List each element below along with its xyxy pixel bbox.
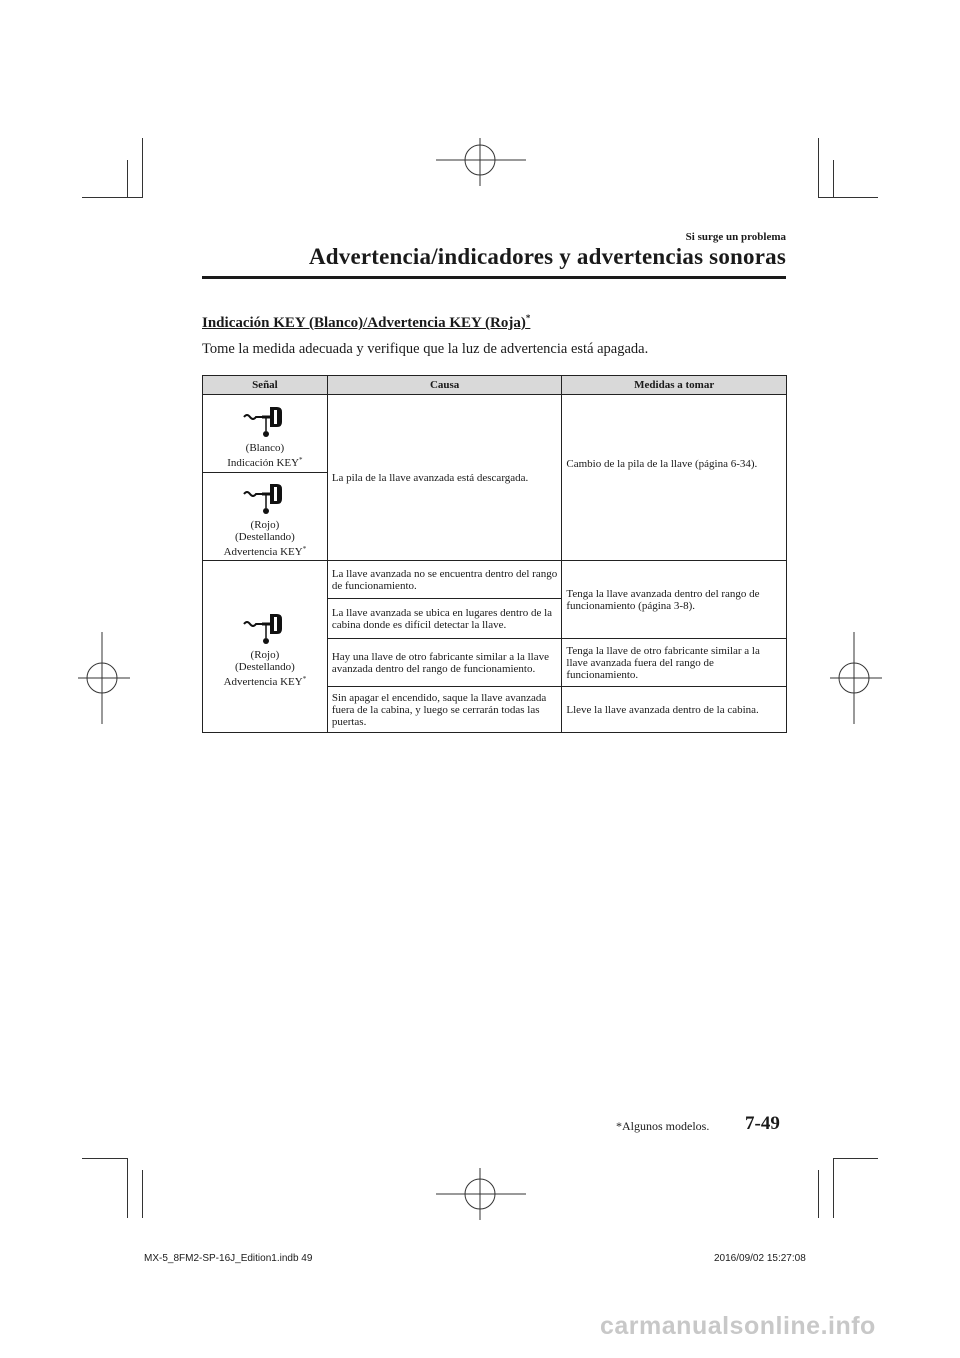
table-header-row bbox=[203, 376, 787, 395]
warning-table bbox=[202, 375, 787, 733]
signal-state-label: (Destellando) bbox=[234, 530, 295, 543]
footnote: *Algunos modelos. bbox=[616, 1119, 710, 1133]
signal-color-label: (Rojo) bbox=[250, 518, 280, 531]
asterisk-mark: * bbox=[299, 455, 303, 464]
section-label: Si surge un problema bbox=[685, 231, 786, 243]
cause-cell-battery: La pila de la llave avanzada está descargada. bbox=[327, 395, 562, 561]
col-header-cause: Causa bbox=[327, 376, 562, 395]
action-cell-range: Tenga la llave avanzada dentro del rango de funcionamiento (página 3-8). bbox=[562, 561, 787, 639]
header-rule bbox=[202, 276, 786, 279]
signal-state-label: (Destellando) bbox=[234, 660, 295, 673]
signal-name-text: Indicación KEY bbox=[227, 456, 300, 469]
page-title: Advertencia/indicadores y advertencias sonoras bbox=[308, 244, 786, 269]
action-cell-battery: Cambio de la pila de la llave (página 6-34). bbox=[562, 395, 787, 561]
col-header-signal: Señal bbox=[203, 376, 328, 395]
section-heading-mark: * bbox=[525, 313, 531, 323]
intro-text: Tome la medida adecuada y verifique que la luz de advertencia está apagada. bbox=[202, 341, 649, 357]
signal-color-label: (Blanco) bbox=[245, 441, 285, 454]
signal-color-label: (Rojo) bbox=[250, 648, 280, 661]
col-header-action: Medidas a tomar bbox=[562, 376, 787, 395]
signal-cell-red-1 bbox=[203, 473, 328, 561]
registration-mark-left bbox=[78, 632, 130, 724]
signal-name-label bbox=[207, 673, 323, 688]
table-row bbox=[203, 395, 787, 473]
registration-mark-bottom bbox=[436, 1168, 526, 1220]
action-cell-other-key: Tenga la llave de otro fabricante similar a la llave avanzada fuera del rango de funcionamiento. bbox=[562, 639, 787, 687]
signal-name-label bbox=[207, 543, 323, 558]
cause-cell-other-key: Hay una llave de otro fabricante similar a la llave avanzada dentro del rango de funcionamiento. bbox=[327, 639, 562, 687]
watermark: carmanualsonline.info bbox=[600, 1312, 876, 1340]
signal-cell-white bbox=[203, 395, 328, 473]
action-cell-bring-key: Lleve la llave avanzada dentro de la cabina. bbox=[562, 687, 787, 733]
signal-name-label bbox=[207, 454, 323, 469]
section-heading bbox=[202, 313, 530, 332]
section-heading-text: Indicación KEY (Blanco)/Advertencia KEY (Roja) bbox=[202, 315, 526, 331]
registration-mark-top bbox=[436, 138, 526, 188]
asterisk-mark: * bbox=[302, 674, 307, 683]
signal-name-text: Advertencia KEY bbox=[223, 545, 303, 558]
cause-cell-out-of-range: La llave avanzada no se encuentra dentro del rango de funcionamiento. bbox=[327, 561, 562, 599]
print-date-info: 2016/09/02 15:27:08 bbox=[714, 1253, 806, 1264]
cause-cell-doors-lock: Sin apagar el encendido, saque la llave avanzada fuera de la cabina, y luego se cerrarán todas las puertas. bbox=[327, 687, 562, 733]
page-number: 7-49 bbox=[745, 1113, 780, 1134]
signal-name-text: Advertencia KEY bbox=[223, 675, 303, 688]
key-warning-icon bbox=[241, 606, 289, 646]
cause-cell-hard-detect: La llave avanzada se ubica en lugares dentro de la cabina donde es difícil detectar la llave. bbox=[327, 599, 562, 639]
table-row bbox=[203, 561, 787, 599]
asterisk-mark: * bbox=[302, 544, 307, 553]
registration-mark-right bbox=[830, 632, 882, 724]
key-warning-icon bbox=[241, 399, 289, 439]
print-file-info: MX-5_8FM2-SP-16J_Edition1.indb 49 bbox=[144, 1253, 313, 1264]
signal-cell-red-2 bbox=[203, 561, 328, 733]
key-warning-icon bbox=[241, 476, 289, 516]
